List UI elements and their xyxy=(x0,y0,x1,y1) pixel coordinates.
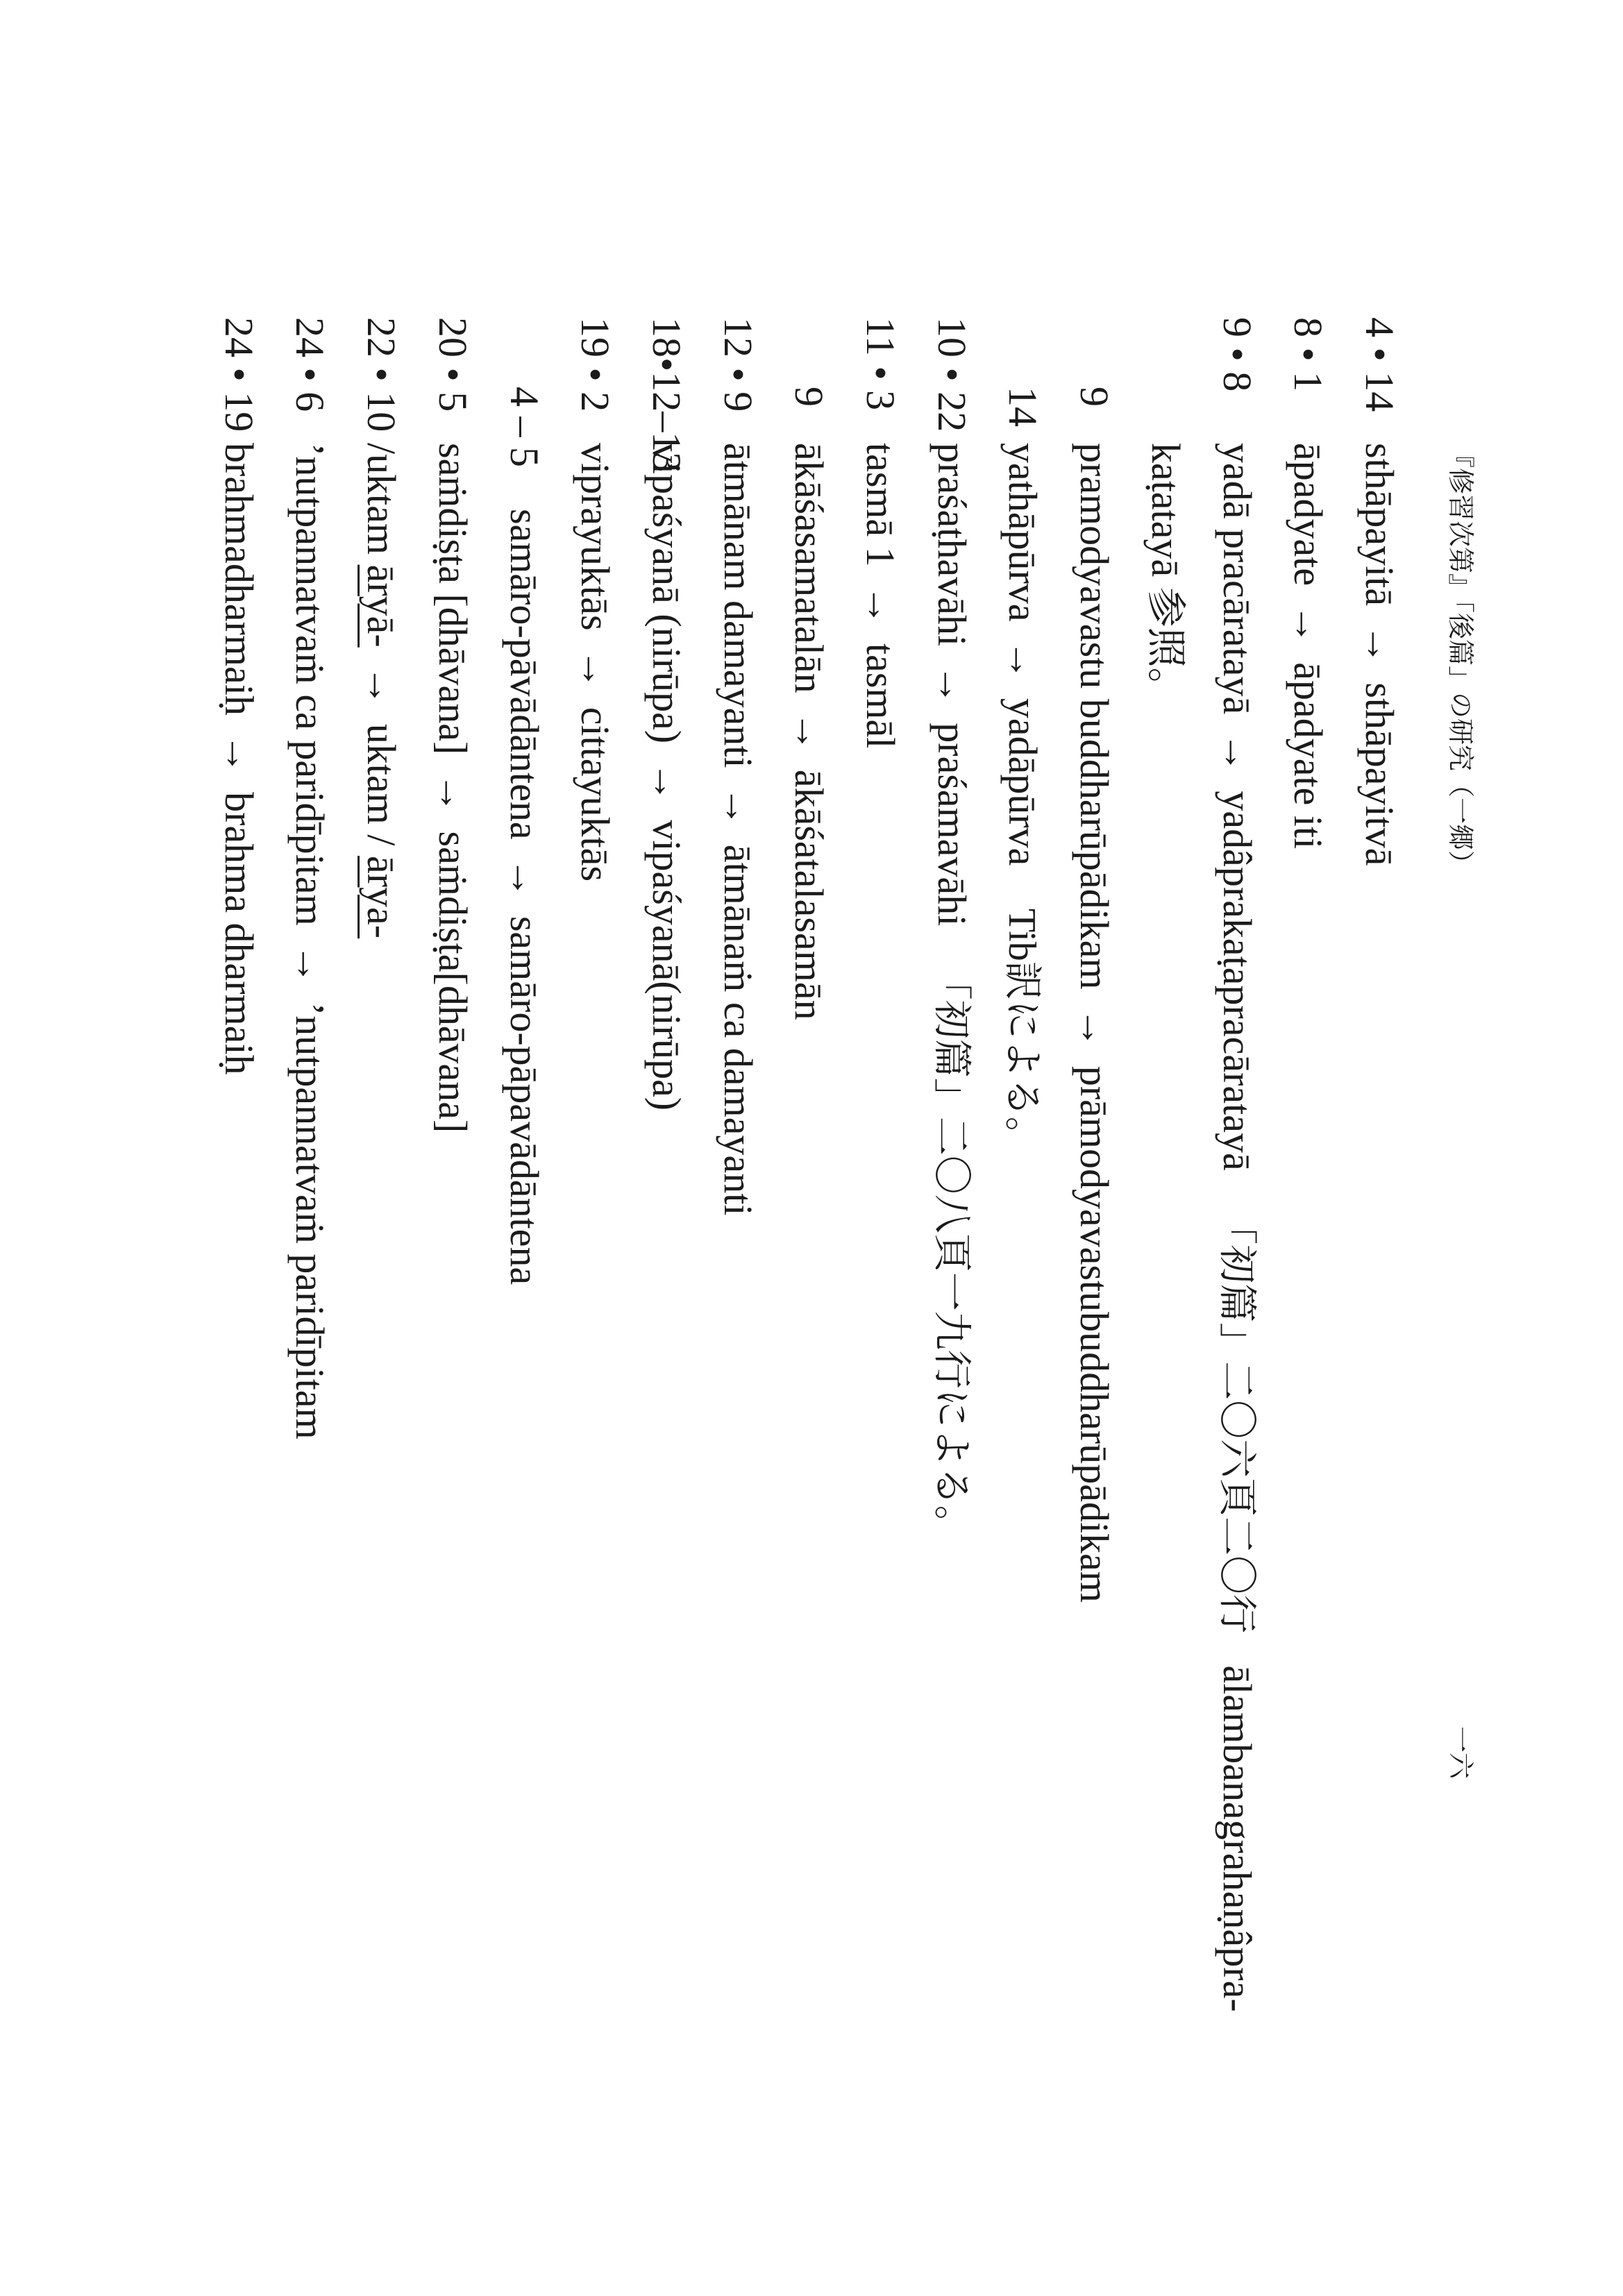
running-title: 『修習次第』「後篇」の研究（一郷） xyxy=(1445,441,1474,877)
entry-reference: 11 • 3 xyxy=(858,317,903,411)
original-reading: ākāśasamatalān xyxy=(787,443,832,693)
correction-arrow: → xyxy=(502,857,547,898)
entry-reference: 9 xyxy=(1072,387,1117,407)
corrected-reading: yadāpūrva xyxy=(1000,698,1045,866)
corrected-reading: prāmodyavastubuddharūpādikam xyxy=(1072,1065,1117,1603)
entry-body xyxy=(1355,443,1404,866)
entry-reference: 4 • 14 xyxy=(1357,317,1402,412)
original-reading: pramodyavastu buddharūpādikam xyxy=(1072,443,1117,990)
entry-reference: 12 • 9 xyxy=(716,317,761,412)
corrected-reading xyxy=(359,724,404,938)
original-reading: samāro-pāvādāntena xyxy=(502,509,547,840)
correction-arrow: → xyxy=(217,734,262,775)
reference-note: Tib訳による。 xyxy=(1000,909,1043,1156)
original-reading: yadā pracāratayā xyxy=(1215,443,1260,715)
corrected-reading: samāro-pāpavādāntena xyxy=(502,915,547,1285)
correction-entry xyxy=(998,0,1047,2296)
original-reading: ’nutpannatvaṁ ca paridīpitam xyxy=(287,443,333,926)
correction-entry xyxy=(1070,0,1118,2296)
entry-reference: 4 – 5 xyxy=(502,387,547,467)
entry-reference: 24 • 6 xyxy=(287,317,333,412)
entry-reference: 14 xyxy=(1000,387,1045,427)
entry-reference: 19 • 2 xyxy=(573,317,618,412)
entry-body xyxy=(1212,443,1261,2012)
reference-note: 「初篇」二〇八頁一九行による。 xyxy=(930,961,973,1544)
continuation-text: kaṭatayā 参照。 xyxy=(1143,443,1188,708)
note-reading: ālambanagrahaṇâpra- xyxy=(1215,1665,1260,2012)
entry-body xyxy=(1070,443,1118,1603)
correction-arrow: → xyxy=(1000,639,1045,680)
correction-entry xyxy=(428,0,477,2296)
corrected-reading: saṁdiṣṭa[dhāvana] xyxy=(430,831,476,1133)
correction-entry xyxy=(500,0,548,2296)
entry-reference: 10 • 22 xyxy=(930,317,975,432)
original-reading: āpadyate xyxy=(1286,443,1331,586)
correction-entry xyxy=(571,0,619,2296)
corrected-reading: yadâprakaṭapracāratayā xyxy=(1215,791,1260,1171)
reference-note: 「初篇」二〇六頁二〇行 xyxy=(1215,1206,1258,1634)
entry-body xyxy=(642,443,691,1111)
correction-arrow: → xyxy=(430,773,476,813)
correction-arrow: → xyxy=(644,761,689,802)
original-reading: sthāpayitā xyxy=(1357,443,1402,607)
correction-arrow: → xyxy=(287,943,333,984)
correction-entry xyxy=(1284,0,1332,2296)
correction-entry xyxy=(285,0,334,2296)
original-reading xyxy=(359,443,404,648)
corrected-reading: ākāśatalasamān xyxy=(787,769,832,1020)
entry-body xyxy=(357,443,405,938)
continuation-line xyxy=(1141,0,1190,2296)
entry-body xyxy=(1284,443,1332,849)
correction-entry xyxy=(1213,0,1261,2296)
original-reading: yathāpūrva xyxy=(1000,443,1045,622)
correction-entry xyxy=(856,0,905,2296)
original-reading: ātmānam damayanti xyxy=(716,443,761,768)
original-reading: tasmā 1 xyxy=(858,443,903,567)
original-reading: viprayuktās xyxy=(573,443,618,631)
correction-arrow: → xyxy=(1286,604,1331,645)
corrected-reading: ’nutpannatvaṁ paridīpitam xyxy=(287,1002,333,1440)
original-reading-plain: /uktam xyxy=(359,443,404,565)
correction-entry xyxy=(714,0,762,2296)
corrected-reading: praśamavāhi xyxy=(930,723,975,927)
correction-arrow: → xyxy=(573,648,618,689)
page-number: 一六 xyxy=(1445,1726,1474,1780)
correction-arrow: → xyxy=(359,665,404,706)
corrected-reading-underlined: ārya- xyxy=(359,856,404,939)
corrected-reading-plain: uktam / xyxy=(359,723,404,856)
entry-reference: 24 • 19 xyxy=(217,317,262,432)
entry-body xyxy=(285,443,334,1440)
entry-body xyxy=(998,443,1047,1156)
entry-body xyxy=(714,443,762,1215)
entry-body xyxy=(927,443,976,1544)
entry-body xyxy=(428,443,477,1133)
entry-reference: 8 • 1 xyxy=(1286,317,1331,392)
correction-entry xyxy=(642,0,691,2296)
entry-reference: 18•12–13 xyxy=(644,317,689,473)
entry-body xyxy=(571,443,619,881)
correction-entry xyxy=(357,0,405,2296)
corrected-reading: āpadyate iti xyxy=(1286,662,1331,850)
correction-entry xyxy=(1355,0,1404,2296)
correction-arrow: → xyxy=(1072,1007,1117,1048)
correction-arrow: → xyxy=(858,584,903,625)
corrected-reading: tasmāl xyxy=(858,643,903,749)
correction-arrow: → xyxy=(716,786,761,827)
original-reading: praśaṭhavāhi xyxy=(930,443,975,647)
correction-entry xyxy=(784,0,833,2296)
original-reading: vipaśyanā (nirūpa) xyxy=(644,443,689,744)
corrected-reading: vipaśyanā(nirūpa) xyxy=(644,820,689,1111)
running-head xyxy=(1444,0,1476,2296)
correction-entry xyxy=(215,0,263,2296)
entry-reference: 9 • 8 xyxy=(1215,317,1260,392)
original-reading: saṁdiṣṭa [dhāvana] xyxy=(430,443,476,755)
entry-body xyxy=(215,443,263,1075)
correction-arrow: → xyxy=(787,711,832,752)
entry-body xyxy=(784,443,833,1020)
corrected-reading: ātmānaṁ ca damayanti xyxy=(716,844,761,1216)
corrected-reading: sthāpayitvā xyxy=(1357,682,1402,866)
correction-arrow: → xyxy=(1357,624,1402,665)
correction-entry xyxy=(927,0,976,2296)
corrected-reading: brahma dharmaiḥ xyxy=(217,792,262,1075)
entry-body xyxy=(500,509,548,1285)
correction-arrow: → xyxy=(930,664,975,705)
correction-arrow: → xyxy=(1215,732,1260,773)
corrected-reading: cittayuktās xyxy=(573,707,618,882)
entry-reference: 9 xyxy=(787,387,832,407)
entry-reference: 22 • 10 xyxy=(359,317,404,432)
original-reading: brahmadharmaiḥ xyxy=(217,443,262,716)
original-reading-underlined: āryā- xyxy=(359,564,404,648)
entry-reference: 20 • 5 xyxy=(430,317,476,412)
entry-body xyxy=(856,443,905,748)
